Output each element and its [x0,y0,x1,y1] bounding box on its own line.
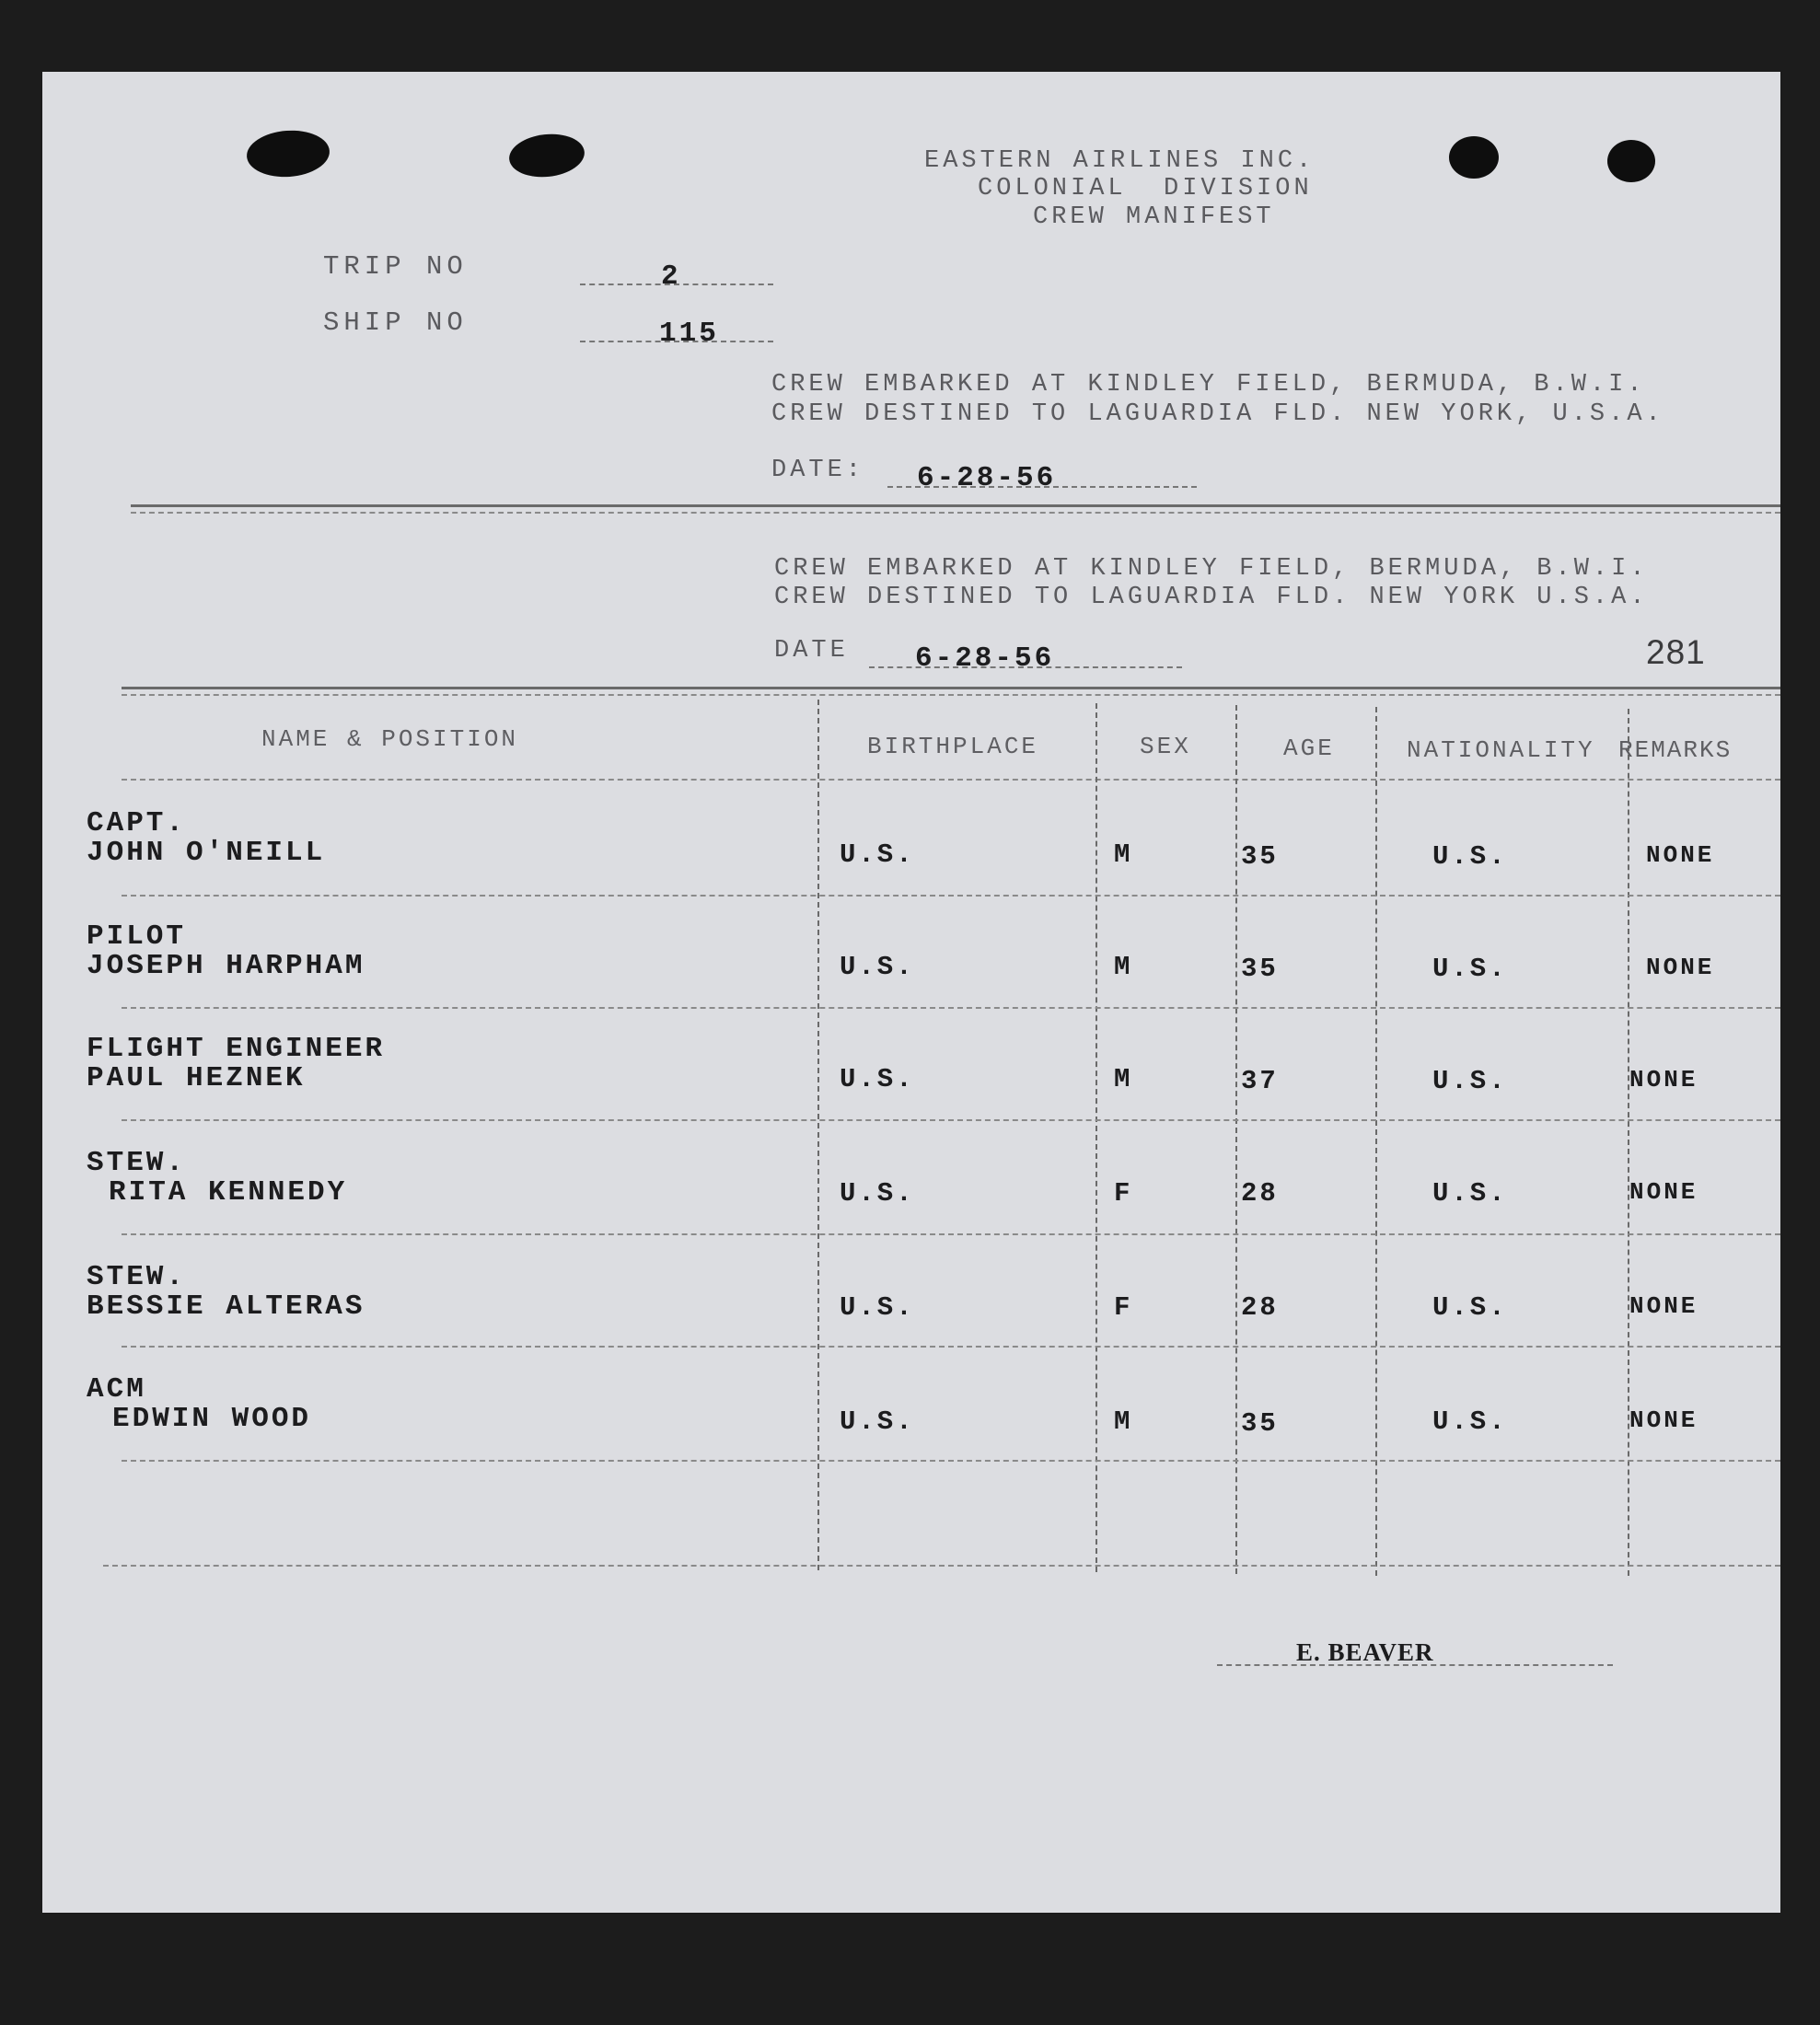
date-label-1: DATE: [771,457,865,484]
row-5-position: STEW. [87,1261,187,1293]
row-divider-2 [122,1007,1780,1009]
page-number: 281 [1646,633,1706,671]
row-2-sex: M [1114,952,1133,982]
row-1-position: CAPT. [87,807,187,839]
row-6-sex: M [1114,1406,1133,1437]
row-5-sex: F [1114,1292,1133,1323]
col-divider-5 [1628,709,1629,1576]
row-2-remarks: NONE [1646,954,1715,981]
destined-line-1: CREW DESTINED TO LAGUARDIA FLD. NEW YORK, U.S.A. [771,400,1664,428]
section-divider-1b [131,512,1780,514]
header-birthplace: BIRTHPLACE [867,733,1039,760]
col-divider-4 [1375,707,1377,1576]
row-divider-4 [122,1233,1780,1235]
date-value-1: 6-28-56 [917,462,1057,494]
row-divider-5 [122,1346,1780,1348]
row-6-position: ACM [87,1373,146,1406]
row-1-name: JOHN O'NEILL [87,837,326,869]
row-6-remarks: NONE [1629,1406,1698,1434]
row-3-nationality: U.S. [1432,1066,1508,1096]
punch-hole-3 [1449,136,1499,179]
trip-value: 2 [661,260,681,293]
table-bottom-rule [103,1565,1780,1567]
row-5-age: 28 [1241,1292,1279,1323]
header-name-position: NAME & POSITION [261,725,519,753]
header-bottom-rule [122,779,1780,781]
ship-value: 115 [659,318,719,350]
ship-label: SHIP NO [323,307,468,338]
row-6-name: EDWIN WOOD [112,1403,312,1435]
row-6-nationality: U.S. [1432,1406,1508,1437]
row-2-name: JOSEPH HARPHAM [87,950,365,982]
date-value-2: 6-28-56 [915,642,1055,675]
row-5-remarks: NONE [1629,1292,1698,1320]
row-4-remarks: NONE [1629,1178,1698,1206]
punch-hole-1 [245,128,330,179]
row-4-sex: F [1114,1178,1133,1209]
table-top-rule [122,687,1780,689]
embarked-line-1: CREW EMBARKED AT KINDLEY FIELD, BERMUDA, B.W.I. [771,371,1646,399]
row-3-name: PAUL HEZNEK [87,1062,306,1094]
row-3-position: FLIGHT ENGINEER [87,1033,386,1065]
row-3-age: 37 [1241,1066,1279,1096]
row-5-name: BESSIE ALTERAS [87,1290,365,1323]
row-6-age: 35 [1241,1408,1279,1439]
manifest-sheet [42,72,1780,1913]
header-remarks: REMARKS [1618,736,1733,764]
embarked-line-2: CREW EMBARKED AT KINDLEY FIELD, BERMUDA, B.W.I. [774,555,1649,583]
company-name: EASTERN AIRLINES INC. [924,147,1316,175]
row-divider-6 [122,1460,1780,1462]
col-divider-1 [817,700,819,1570]
signature-name: E. BEAVER [1296,1638,1434,1666]
col-divider-2 [1095,703,1097,1572]
trip-label: TRIP NO [323,251,468,282]
division-name: COLONIAL DIVISION [978,175,1313,202]
row-1-nationality: U.S. [1432,841,1508,872]
row-3-birthplace: U.S. [840,1064,915,1094]
row-5-birthplace: U.S. [840,1292,915,1323]
row-4-birthplace: U.S. [840,1178,915,1209]
row-3-sex: M [1114,1064,1133,1094]
row-1-sex: M [1114,839,1133,870]
row-1-age: 35 [1241,841,1279,872]
row-4-position: STEW. [87,1147,187,1179]
row-2-birthplace: U.S. [840,952,915,982]
date-label-2: DATE [774,637,849,665]
row-2-nationality: U.S. [1432,954,1508,984]
row-5-nationality: U.S. [1432,1292,1508,1323]
destined-line-2: CREW DESTINED TO LAGUARDIA FLD. NEW YORK U.S.A. [774,584,1649,611]
row-4-name: RITA KENNEDY [109,1176,348,1209]
row-1-birthplace: U.S. [840,839,915,870]
punch-hole-2 [507,131,586,180]
row-4-age: 28 [1241,1178,1279,1209]
header-age: AGE [1283,735,1335,762]
header-nationality: NATIONALITY [1407,736,1595,764]
row-divider-1 [122,895,1780,897]
punch-hole-4 [1607,140,1655,182]
row-6-birthplace: U.S. [840,1406,915,1437]
manifest-title: CREW MANIFEST [1033,203,1275,231]
row-2-age: 35 [1241,954,1279,984]
header-sex: SEX [1140,733,1191,760]
row-divider-3 [122,1119,1780,1121]
row-1-remarks: NONE [1646,841,1715,869]
row-4-nationality: U.S. [1432,1178,1508,1209]
col-divider-3 [1235,705,1237,1574]
row-2-position: PILOT [87,920,187,953]
table-top-rule-b [122,694,1780,696]
row-3-remarks: NONE [1629,1066,1698,1094]
section-divider-1 [131,504,1780,507]
